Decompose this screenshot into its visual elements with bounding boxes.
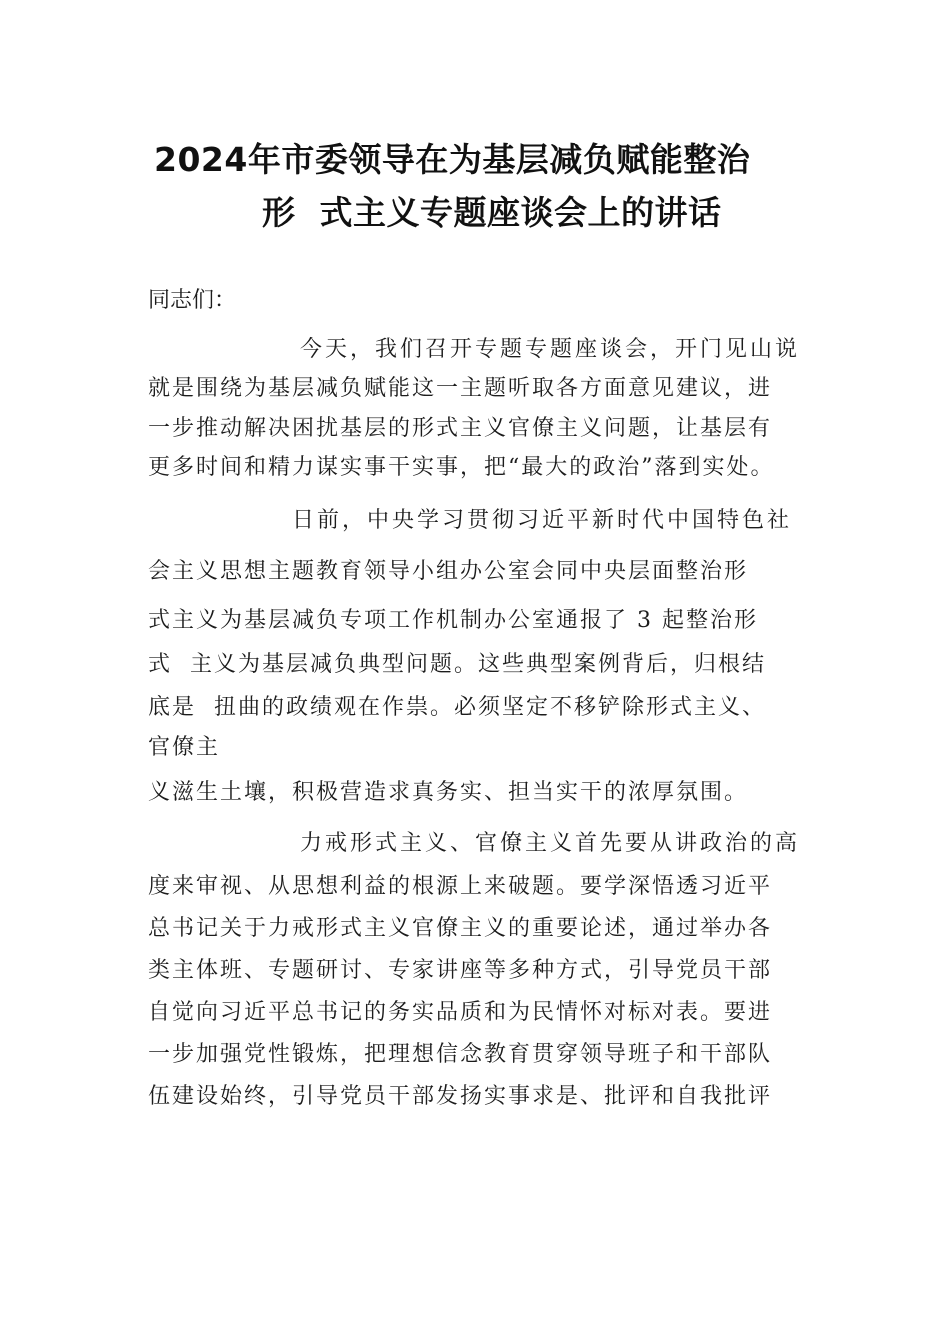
paragraph-2-line: 义滋生土壤，积极营造求真务实、担当实干的浓厚氛围。 (148, 780, 749, 805)
paragraph-1-line: 一步推动解决困扰基层的形式主义官僚主义问题，让基层有 (148, 416, 773, 441)
paragraph-3-line: 力戒形式主义、官僚主义首先要从讲政治的高 (300, 831, 801, 856)
paragraph-1-line: 更多时间和精力谋实事干实事，把“最大的政治”落到实处。 (148, 455, 775, 480)
document-title-line-1: 2024年市委领导在为基层减负赋能整治 (154, 140, 751, 179)
paragraph-3-line: 类主体班、专题研讨、专家讲座等多种方式，引导党员干部 (148, 958, 773, 983)
paragraph-3-line: 伍建设始终，引导党员干部发扬实事求是、批评和自我批评 (148, 1084, 773, 1109)
paragraph-3-line: 总书记关于力戒形式主义官僚主义的重要论述，通过举办各 (148, 916, 773, 941)
paragraph-2-line: 底是 扭曲的政绩观在作祟。必须坚定不移铲除形式主义、 (148, 695, 766, 720)
paragraph-1-line: 今天，我们召开专题专题座谈会，开门见山说 (300, 337, 801, 362)
paragraph-2-line: 式 主义为基层减负典型问题。这些典型案例背后，归根结 (148, 652, 766, 677)
paragraph-1-line: 就是围绕为基层减负赋能这一主题听取各方面意见建议，进 (148, 376, 773, 401)
paragraph-3-line: 自觉向习近平总书记的务实品质和为民情怀对标对表。要进 (148, 1000, 773, 1025)
paragraph-2-line: 官僚主 (148, 735, 221, 760)
paragraph-2-line: 日前，中央学习贯彻习近平新时代中国特色社 (292, 508, 793, 533)
document-title-line-2: 形 式主义专题座谈会上的讲话 (262, 193, 722, 232)
salutation: 同志们： (148, 288, 237, 313)
paragraph-3-line: 一步加强党性锻炼，把理想信念教育贯穿领导班子和干部队 (148, 1042, 773, 1067)
paragraph-2-line: 会主义思想主题教育领导小组办公室会同中央层面整治形 (148, 559, 749, 584)
paragraph-3-line: 度来审视、从思想利益的根源上来破题。要学深悟透习近平 (148, 874, 773, 899)
paragraph-2-line: 式主义为基层减负专项工作机制办公室通报了 3 起整治形 (148, 608, 758, 633)
